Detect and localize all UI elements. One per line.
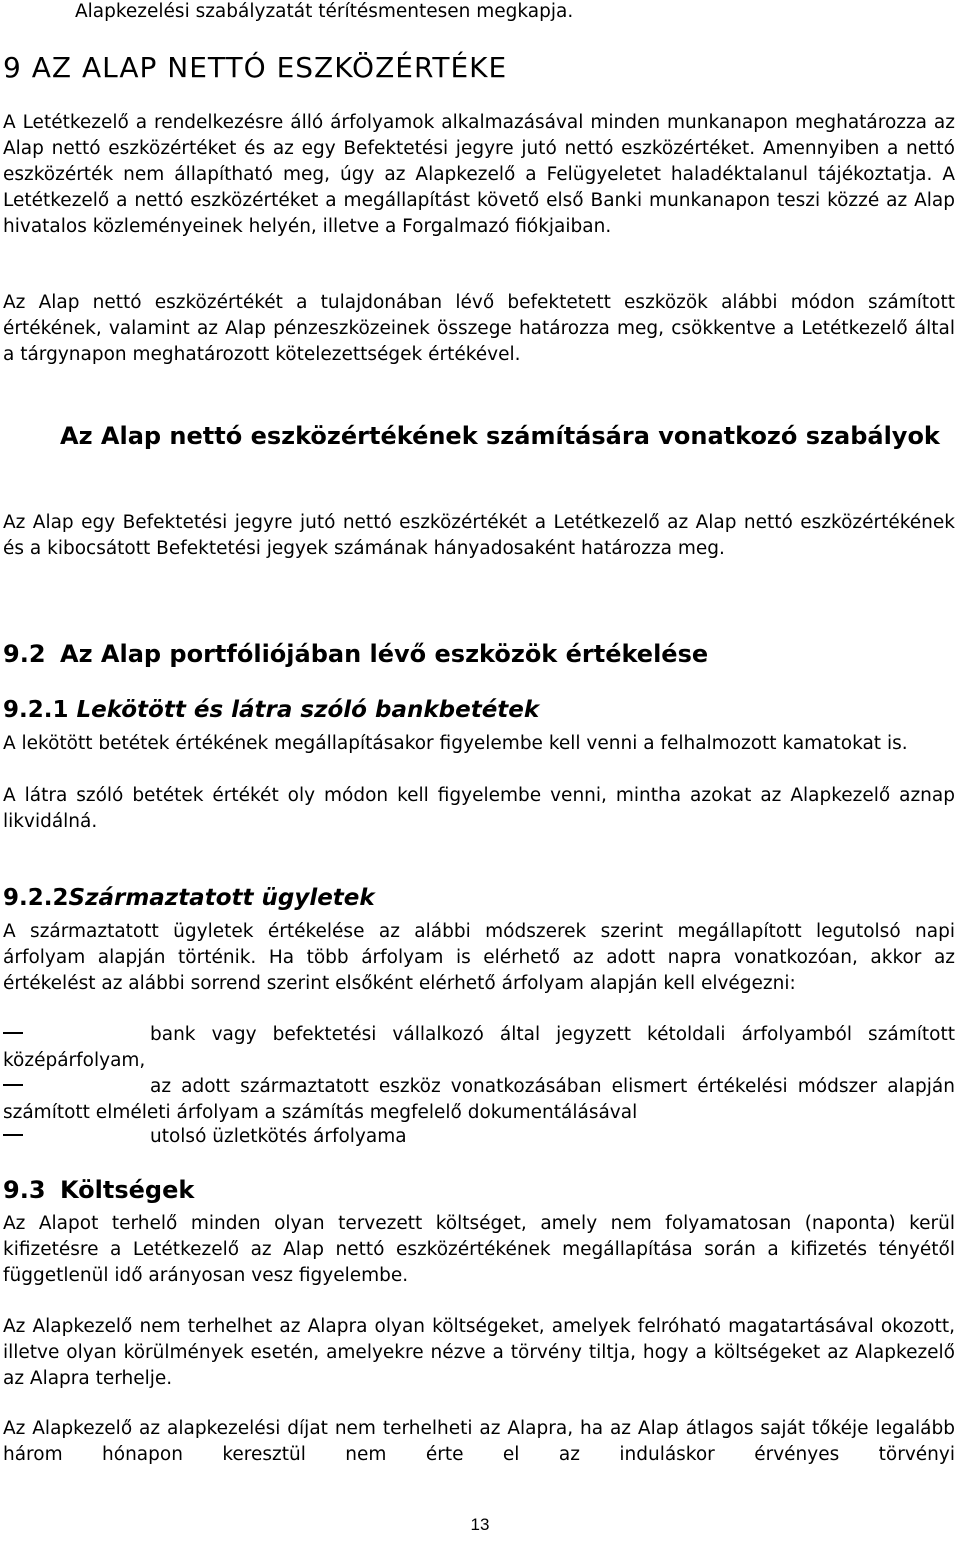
section-9-heading: 9 AZ ALAP NETTÓ ESZKÖZÉRTÉKE (3, 51, 508, 84)
section-9-2-1-paragraph-2: A látra szóló betétek értékét oly módon kell figyelembe venni, mintha azokat az Alapkezelő aznap likvidálná. (3, 785, 955, 832)
section-number (3, 419, 60, 453)
section-title: Lekötött és látra szóló bankbetétek (76, 697, 540, 723)
list-item (3, 1124, 955, 1150)
section-9-3-paragraph-1: Az Alapot terhelő minden olyan tervezett költséget, amely nem folyamatosan (naponta) kerül kifizetésre a Letétkezelő az Alap nettó eszközértékének megállapítása során a kifizetés tényétől függetlenül idő arányosan vesz figyelembe. (3, 1213, 955, 1286)
section-9-2-2-paragraph: A származtatott ügyletek értékelése az alábbi módszerek szerint megállapított legutolsó napi árfolyam alapján történik. Ha több árfolyam is elérhető az adott napra vonatkozóan, akkor az értékelést az alábbi sorrend szerint elsőként elérhető árfolyam alapján kell elvégezni: (3, 921, 955, 994)
list-item (3, 1074, 955, 1126)
section-title: Költségek (60, 1176, 195, 1204)
section-9-2-2-heading (3, 883, 375, 913)
section-9-3-heading (3, 1173, 903, 1207)
list-item (3, 1022, 955, 1074)
section-number: 9.2.1 (3, 697, 69, 723)
section-9-3-paragraph-2: Az Alapkezelő nem terhelhet az Alapra olyan költségeket, amelyek felróható magatartásával okozott, illetve olyan körülmények esetén, amelyekre nézve a törvény tiltja, hogy a költségeket az Alapkezelő az Alapra terhelje. (3, 1316, 955, 1389)
section-9-2-1-heading (3, 695, 539, 725)
section-9-1-heading (3, 419, 960, 453)
section-9-1-paragraph: Az Alap egy Befektetési jegyre jutó nettó eszközértékét a Letétkezelő az Alap nettó eszközértékének és a kibocsátott Befektetési jegyek számának hányadosaként határozza meg. (3, 512, 955, 559)
top-line: Alapkezelési szabályzatát térítésmentesen megkapja. (75, 1, 574, 22)
section-number: 9.3 (3, 1176, 46, 1204)
section-title: Származtatott ügyletek (68, 885, 375, 911)
section-9-3-paragraph-3: Az Alapkezelő az alapkezelési díjat nem terhelheti az Alapra, ha az Alap átlagos saját tőkéje legalább három hónapon keresztül nem érte el az induláskor érvényes törvényi (3, 1418, 955, 1465)
list-item-text: utolsó üzletkötés árfolyama (150, 1126, 407, 1147)
dash-bullet-icon (3, 1084, 23, 1086)
section-title: Az Alap portfóliójában lévő eszközök értékelése (60, 640, 709, 668)
list-item-text: bank vagy befektetési vállalkozó által jegyzett kétoldali árfolyamból számított középárfolyam, (3, 1024, 955, 1071)
page-number: 13 (470, 1515, 490, 1534)
section-number: 9.2 (3, 640, 46, 668)
dash-bullet-icon (3, 1134, 23, 1136)
dash-bullet-icon (3, 1032, 23, 1034)
section-9-2-1-paragraph-1: A lekötött betétek értékének megállapításakor figyelembe kell venni a felhalmozott kamatokat is. (3, 733, 908, 754)
list-item-text: az adott származtatott eszköz vonatkozásában elismert értékelési módszer alapján számított elméleti árfolyam a számítás megfelelő dokumentálásával (3, 1076, 955, 1123)
section-number: 9.2.2 (3, 885, 69, 911)
section-9-paragraph-1: A Letétkezelő a rendelkezésre álló árfolyamok alkalmazásával minden munkanapon meghatározza az Alap nettó eszközértéket és az egy Befektetési jegyre jutó nettó eszközértéket. Amennyiben a nettó eszközérték nem állapítható meg, úgy az Alapkezelő a Felügyeletet haladéktalanul tájékoztatja. A Letétkezelő a nettó eszközértéket a megállapítást követő első Banki munkanapon teszi közzé az Alap hivatalos közleményeinek helyén, illetve a Forgalmazó fiókjaiban. (3, 112, 955, 237)
section-title: Az Alap nettó eszközértékének számítására vonatkozó szabályok (60, 422, 940, 450)
section-9-paragraph-2: Az Alap nettó eszközértékét a tulajdonában lévő befektetett eszközök alábbi módon számított értékének, valamint az Alap pénzeszközeinek összege határozza meg, csökkentve a Letétkezelő által a tárgynapon meghatározott kötelezettségek értékével. (3, 292, 955, 365)
section-9-2-heading (3, 637, 903, 671)
